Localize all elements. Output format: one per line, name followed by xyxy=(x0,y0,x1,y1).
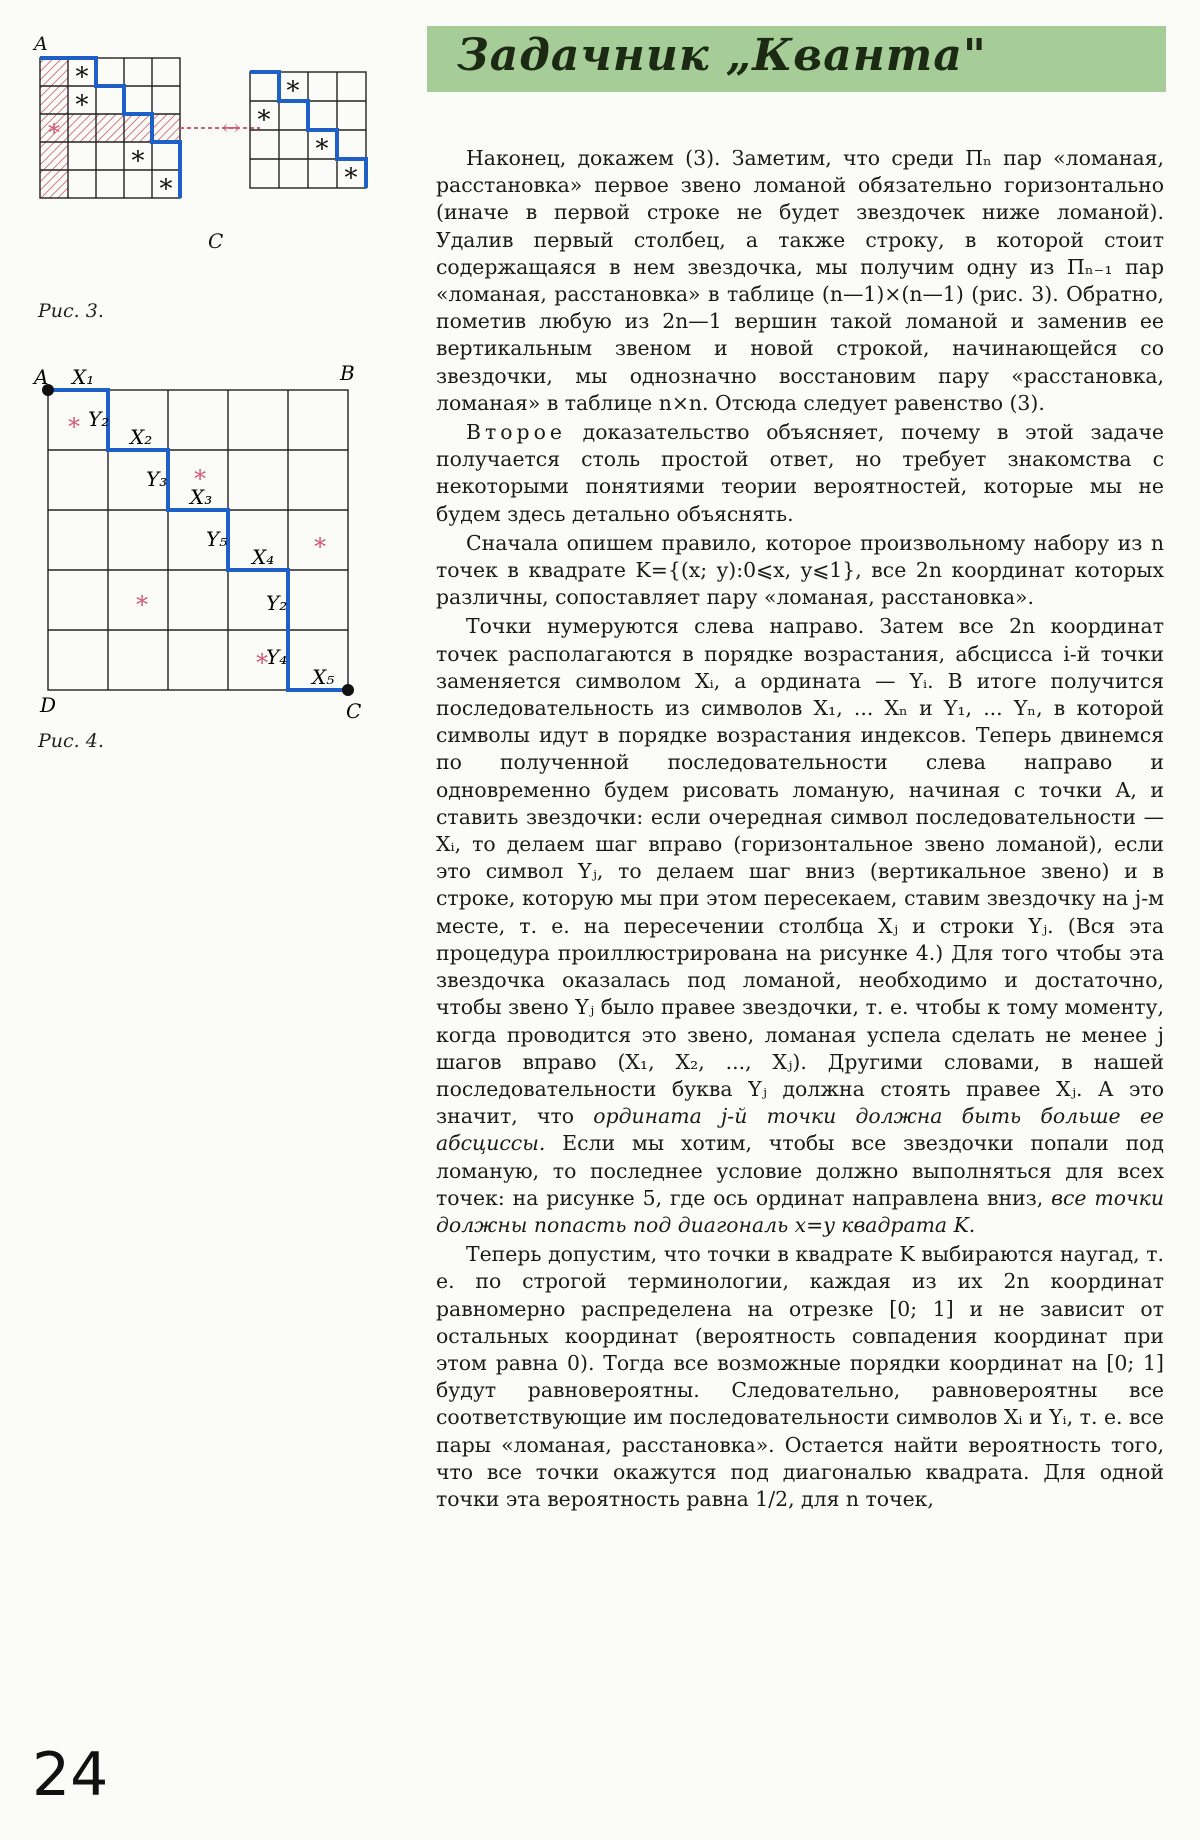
y4-label: Y₄ xyxy=(266,645,288,669)
page-number: 24 xyxy=(32,1740,109,1810)
section-banner xyxy=(427,26,1166,92)
star-left-2: ∗ xyxy=(73,85,91,115)
paragraph-4-italic-2: все точки должны попасть под диагональ x=y квадрата K. xyxy=(436,1185,1164,1237)
corner-a: A xyxy=(34,365,49,389)
paragraph-2-rest: доказательство объясняет, почему в этой задаче получается столь простой ответ, но требует знакомства с некоторыми понятиями теории вероятностей, которые мы не будем здесь детально объяснять. xyxy=(436,420,1164,526)
star-left-4: ∗ xyxy=(157,169,175,199)
x4-label: X₄ xyxy=(252,545,275,569)
star-left-3: ∗ xyxy=(129,141,147,171)
star-left-hatched: ∗ xyxy=(45,114,63,142)
section-title: Задачник „Кванта" xyxy=(457,30,987,81)
paragraph-4-a: Точки нумеруются слева направо. Затем все 2n координат точек располагаются в порядке возрастания, абсцисса i-й точки заменяется символом Xᵢ, а ордината — Yᵢ. В итоге получится последовательность из символов X₁, ... Xₙ и Y₁, ... Yₙ, в которой символы идут в порядке возрастания индексов. Теперь двинемся по полученной последовательности слева направо и одновременно будем рисовать ломаную, начиная с точки A, и ставить звездочки: если очередная символ последовательности — Xᵢ, то делаем шаг вправо (горизонтальное звено ломаной), если это символ Yⱼ, то делаем шаг вниз (вертикальное звено) и в строке, которую мы при этом пересекаем, ставим звездочку на j-м месте, т. е. на пересечении столбца Xⱼ и строки Yⱼ. (Вся эта процедура проиллюстрирована на рисунке 4.) Для того чтобы эта звездочка оказалась под ломаной, необходимо и достаточно, чтобы звено Yⱼ было правее звездочки, т. е. чтобы к тому моменту, когда проводится это звено, ломаная успела сделать не менее j шагов вправо (X₁, X₂, ..., Xⱼ). Другими словами, в нашей последовательности буква Yⱼ должна стоять правее Xⱼ. А это значит, что xyxy=(436,614,1164,1129)
star-left-1: ∗ xyxy=(73,57,91,87)
corner-b: B xyxy=(340,361,355,385)
label-c: C xyxy=(208,229,224,253)
star-right-3: ∗ xyxy=(313,129,331,159)
paragraph-4-b: Если мы хотим, чтобы все звездочки попали под ломаную, то последнее условие должно выполняться для всех точек: на рисунке 5, где ось ординат направлена вниз, xyxy=(436,1131,1164,1210)
paragraph-4-italic-1: ордината j-й точки должна быть больше ее абсциссы. xyxy=(436,1104,1164,1156)
point-c xyxy=(342,684,354,696)
star-right-2: ∗ xyxy=(255,100,273,130)
star-right-1: ∗ xyxy=(284,71,302,101)
star-fig4-5: ∗ xyxy=(253,644,271,672)
polyline-fig4 xyxy=(48,390,348,690)
article-text xyxy=(436,145,1164,1513)
figure-3 xyxy=(30,30,390,260)
x5-label: X₅ xyxy=(312,665,335,689)
x2-label: X₂ xyxy=(130,425,153,449)
spaced-word: Второе xyxy=(466,420,566,445)
paragraph-5: Теперь допустим, что точки в квадрате K выбираются наугад, т. е. по строгой терминологии, каждая из их 2n координат равномерно распределена на отрезке [0; 1] и не зависит от остальных координат (вероятность совпадения координат при этом равна 0). Тогда все возможные порядки координат на [0; 1] будут равновероятны. Следовательно, равновероятны все соответствующие им последовательности символов Xᵢ и Yᵢ, т. е. все пары «ломаная, расстановка». Остается найти вероятность того, что все точки окажутся под диагональю квадрата. Для одной точки эта вероятность равна 1/2, для n точек, xyxy=(436,1242,1164,1511)
label-a: A xyxy=(34,33,48,55)
star-right-4: ∗ xyxy=(342,158,360,188)
x1-label: X₁ xyxy=(72,365,95,389)
figure-4-caption: Рис. 4. xyxy=(38,730,104,752)
y2-label: Y₂ xyxy=(88,407,110,431)
y5-label: Y₅ xyxy=(206,527,228,551)
paragraph-4 xyxy=(436,613,1164,1239)
corner-d: D xyxy=(40,693,57,717)
star-fig4-1: ∗ xyxy=(65,408,83,436)
y2b-label: Y₂ xyxy=(266,591,288,615)
x3-label: X₃ xyxy=(190,485,213,509)
star-fig4-3: ∗ xyxy=(311,528,329,556)
star-fig4-4: ∗ xyxy=(133,586,151,614)
figure-4 xyxy=(30,350,390,720)
paragraph-1: Наконец, докажем (3). Заметим, что среди Пₙ пар «ломаная, расстановка» первое звено ломаной обязательно горизонтально (иначе в первой строке не будет звездочек ниже ломаной). Удалив первый столбец, а также строку, в которой стоит содержащаяся в нем звездочка, мы получим одну из Пₙ₋₁ пар «ломаная, расстановка» в таблице (n—1)×(n—1) (рис. 3). Обратно, пометив любую из 2n—1 вершин такой ломаной и заменив ее вертикальным звеном и новой строкой, начинающейся со звездочки, мы однозначно восстановим пару «расстановка, ломаная» в таблице n×n. Отсюда следует равенство (3). xyxy=(436,146,1164,415)
figure-3-caption: Рис. 3. xyxy=(38,300,104,322)
bidirectional-arrow: ↔ xyxy=(221,116,241,141)
y3-label: Y₃ xyxy=(146,467,168,491)
paragraph-2 xyxy=(436,419,1164,528)
star-fig4-2: ∗ xyxy=(191,460,209,488)
paragraph-3: Сначала опишем правило, которое произвольному набору из n точек в квадрате K={(x; y):0⩽x, y⩽1}, все 2n координат которых различны, сопоставляет пару «ломаная, расстановка». xyxy=(436,530,1164,610)
corner-c: C xyxy=(346,699,362,720)
grid-fig4 xyxy=(48,390,348,690)
